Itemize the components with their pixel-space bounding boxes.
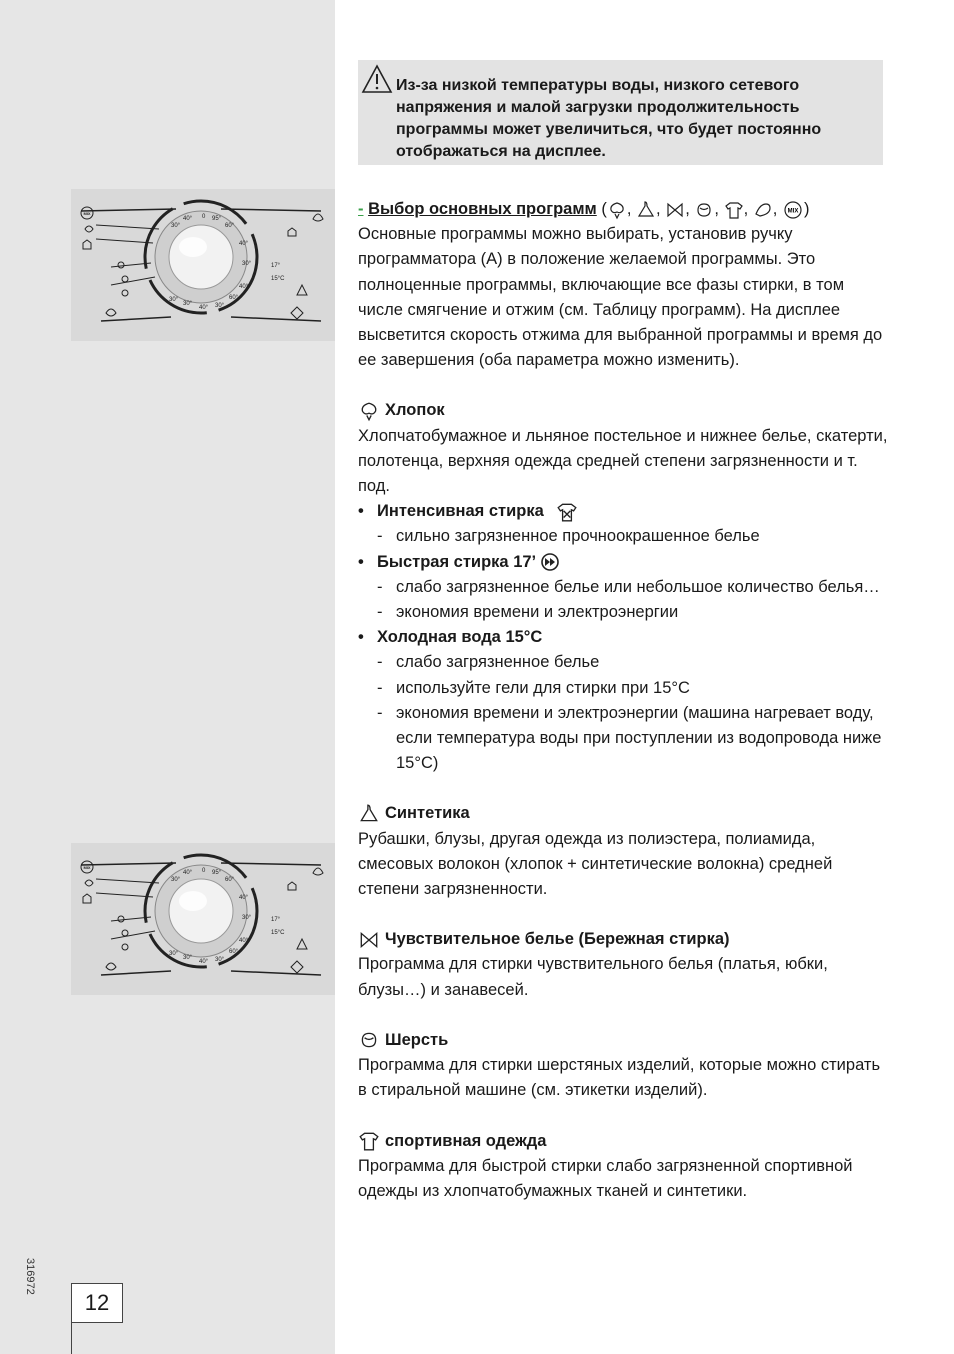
drain-icon: [122, 930, 128, 936]
quick-item: [358, 550, 888, 575]
cotton-section: [358, 398, 888, 776]
svg-text:40°: 40°: [239, 284, 249, 290]
quick-point-2: - экономия времени и электроэнергии: [358, 600, 888, 625]
sport-icon: [288, 882, 296, 890]
dial-15-label: 15°C: [271, 276, 285, 282]
synthetics-icon: [297, 939, 307, 949]
svg-text:60°: 60°: [225, 877, 235, 883]
svg-text:60°: 60°: [225, 223, 235, 229]
synthetics-icon: [636, 200, 656, 220]
spin-icon: [118, 262, 124, 268]
intensive-label: Интенсивная стирка: [377, 502, 544, 521]
quick-label: Быстрая стирка: [377, 552, 509, 571]
svg-text:40°: 40°: [183, 870, 193, 876]
svg-text:30°: 30°: [215, 303, 225, 309]
wool-section: [358, 1028, 888, 1104]
svg-text:30°: 30°: [171, 223, 181, 229]
warning-text: Из-за низкой температуры воды, низкого сетевого напряжения и малой загрузки продолжительность программы может увеличиться, что будет постоянно отображаться на дисплее.: [396, 77, 822, 160]
mix-label: MIX: [83, 865, 91, 870]
svg-text:30°: 30°: [183, 955, 193, 961]
delicate-icon: [358, 929, 380, 951]
hand-wash-icon: [85, 880, 93, 886]
dial-svg-1: [71, 189, 335, 341]
svg-text:30°: 30°: [242, 915, 252, 921]
sport-icon: [358, 1130, 380, 1152]
svg-text:95°: 95°: [212, 870, 222, 876]
svg-text:60°: 60°: [229, 295, 239, 301]
delicate-icon: [291, 961, 303, 973]
svg-text:40°: 40°: [199, 959, 209, 965]
cotton-icon: [313, 214, 323, 221]
cold-point-1: - слабо загрязненное белье: [358, 650, 888, 675]
warning-icon: [361, 64, 393, 94]
shirt-icon: [83, 894, 91, 903]
synthetics-heading: [358, 801, 888, 826]
wool-text: Программа для стирки шерстяных изделий, которые можно стирать в стиральной машине (см. этикетки изделий).: [358, 1056, 881, 1100]
svg-text:0: 0: [202, 214, 206, 220]
dial-15-label: 15°C: [271, 930, 285, 936]
programmer-dial-diagram-2: [71, 843, 335, 995]
delicate-text: Программа для стирки чувствительного белья (платья, юбки, блузы…) и занавесей.: [358, 955, 828, 999]
cotton-title: Хлопок: [385, 401, 445, 420]
fast-forward-icon: [540, 552, 560, 572]
sport-text: Программа для быстрой стирки слабо загрязненной спортивной одежды из хлопчатобумажных тканей и синтетики.: [358, 1156, 853, 1200]
wool-icon: [358, 1029, 380, 1051]
page-number: 12: [71, 1283, 123, 1323]
svg-text:0: 0: [202, 868, 206, 874]
quick-point-1: - слабо загрязненное белье или небольшое количество белья…: [358, 575, 888, 600]
shirt-icon: [83, 240, 91, 249]
cold-point-3: - экономия времени и электроэнергии (машина нагревает воду, если температура воды при поступлении из водопровода ниже 15°C): [358, 701, 888, 777]
delicate-icon: [665, 200, 685, 220]
wool-icon: [106, 309, 116, 316]
synthetics-section: [358, 801, 888, 902]
intro-title: Выбор основных программ: [368, 200, 597, 218]
cotton-icon: [313, 868, 323, 875]
cotton-icon: [607, 200, 627, 220]
cold-point-2: - используйте гели для стирки при 15°C: [358, 676, 888, 701]
svg-text:40°: 40°: [239, 938, 249, 944]
rinse-icon: [122, 290, 128, 296]
page-number-rule: [71, 1321, 72, 1354]
svg-text:30°: 30°: [242, 261, 252, 267]
delicate-heading: [358, 927, 888, 952]
dial-svg-2: [71, 843, 335, 995]
cotton-icon: [358, 400, 380, 422]
svg-text:30°: 30°: [215, 957, 225, 963]
warning-note: [358, 60, 883, 165]
intro-heading: - Выбор основных программ ( , , , , , , MIX ): [358, 200, 810, 218]
main-content: [358, 197, 888, 1204]
svg-text:30°: 30°: [171, 877, 181, 883]
wool-icon: [694, 200, 714, 220]
intensive-point: - сильно загрязненное прочноокрашенное белье: [358, 524, 888, 549]
synthetics-title: Синтетика: [385, 804, 470, 823]
rinse-icon: [122, 944, 128, 950]
mix-label: MIX: [83, 211, 91, 216]
wool-icon: [106, 963, 116, 970]
svg-text:40°: 40°: [183, 216, 193, 222]
intro-text: Основные программы можно выбирать, установив ручку программатора (A) в положение желаемой программы. Это полноценные программы, включающие все фазы стирки, в том числе смягчение и отжим (см. Таблицу программ). На дисплее высветится скорость отжима для выбранной программы и время до ее завершения (оба параметра можно изменить).: [358, 225, 883, 370]
delicate-icon: [291, 307, 303, 319]
intensive-icon: [556, 501, 578, 523]
synthetics-icon: [297, 285, 307, 295]
cotton-heading: [358, 398, 888, 423]
svg-text:40°: 40°: [199, 305, 209, 311]
hand-wash-icon: [85, 226, 93, 232]
spin-icon: [118, 916, 124, 922]
delicate-section: [358, 927, 888, 1003]
programmer-dial-diagram-1: [71, 189, 335, 341]
sport-icon: [288, 228, 296, 236]
cold-item: [358, 625, 888, 650]
cotton-text: Хлопчатобумажное и льняное постельное и нижнее белье, скатерти, полотенца, верхняя одежда средней степени загрязненности и т. под.: [358, 426, 888, 496]
mix-icon: [782, 200, 804, 220]
hand-wash-icon: [753, 200, 773, 220]
cold-badge: 15°C: [505, 628, 543, 647]
drain-icon: [122, 276, 128, 282]
sport-title: спортивная одежда: [385, 1131, 547, 1150]
svg-text:30°: 30°: [169, 297, 179, 303]
synthetics-icon: [358, 803, 380, 825]
sport-section: [358, 1129, 888, 1205]
dial-17-label: 17°: [271, 917, 281, 923]
document-id: 316972: [24, 1258, 36, 1295]
sport-icon: [724, 200, 744, 220]
intro-dash: -: [358, 200, 364, 218]
svg-text:30°: 30°: [169, 951, 179, 957]
cold-label: Холодная вода: [377, 628, 501, 647]
svg-text:30°: 30°: [183, 301, 193, 307]
wool-title: Шерсть: [385, 1030, 449, 1049]
svg-text:95°: 95°: [212, 216, 222, 222]
delicate-title: Чувствительное белье (Бережная стирка): [385, 930, 730, 949]
svg-text:60°: 60°: [229, 949, 239, 955]
svg-text:MIX: MIX: [787, 208, 799, 215]
intensive-item: [358, 499, 888, 524]
synthetics-text: Рубашки, блузы, другая одежда из полиэстера, полиамида, смесовых волокон (хлопок + синтетические волокна) средней степени загрязненности.: [358, 829, 833, 899]
dial-17-label: 17°: [271, 263, 281, 269]
wool-heading: [358, 1028, 888, 1053]
svg-text:40°: 40°: [239, 241, 249, 247]
svg-text:40°: 40°: [239, 895, 249, 901]
sport-heading: [358, 1129, 888, 1154]
quick-badge: 17’: [513, 552, 536, 571]
